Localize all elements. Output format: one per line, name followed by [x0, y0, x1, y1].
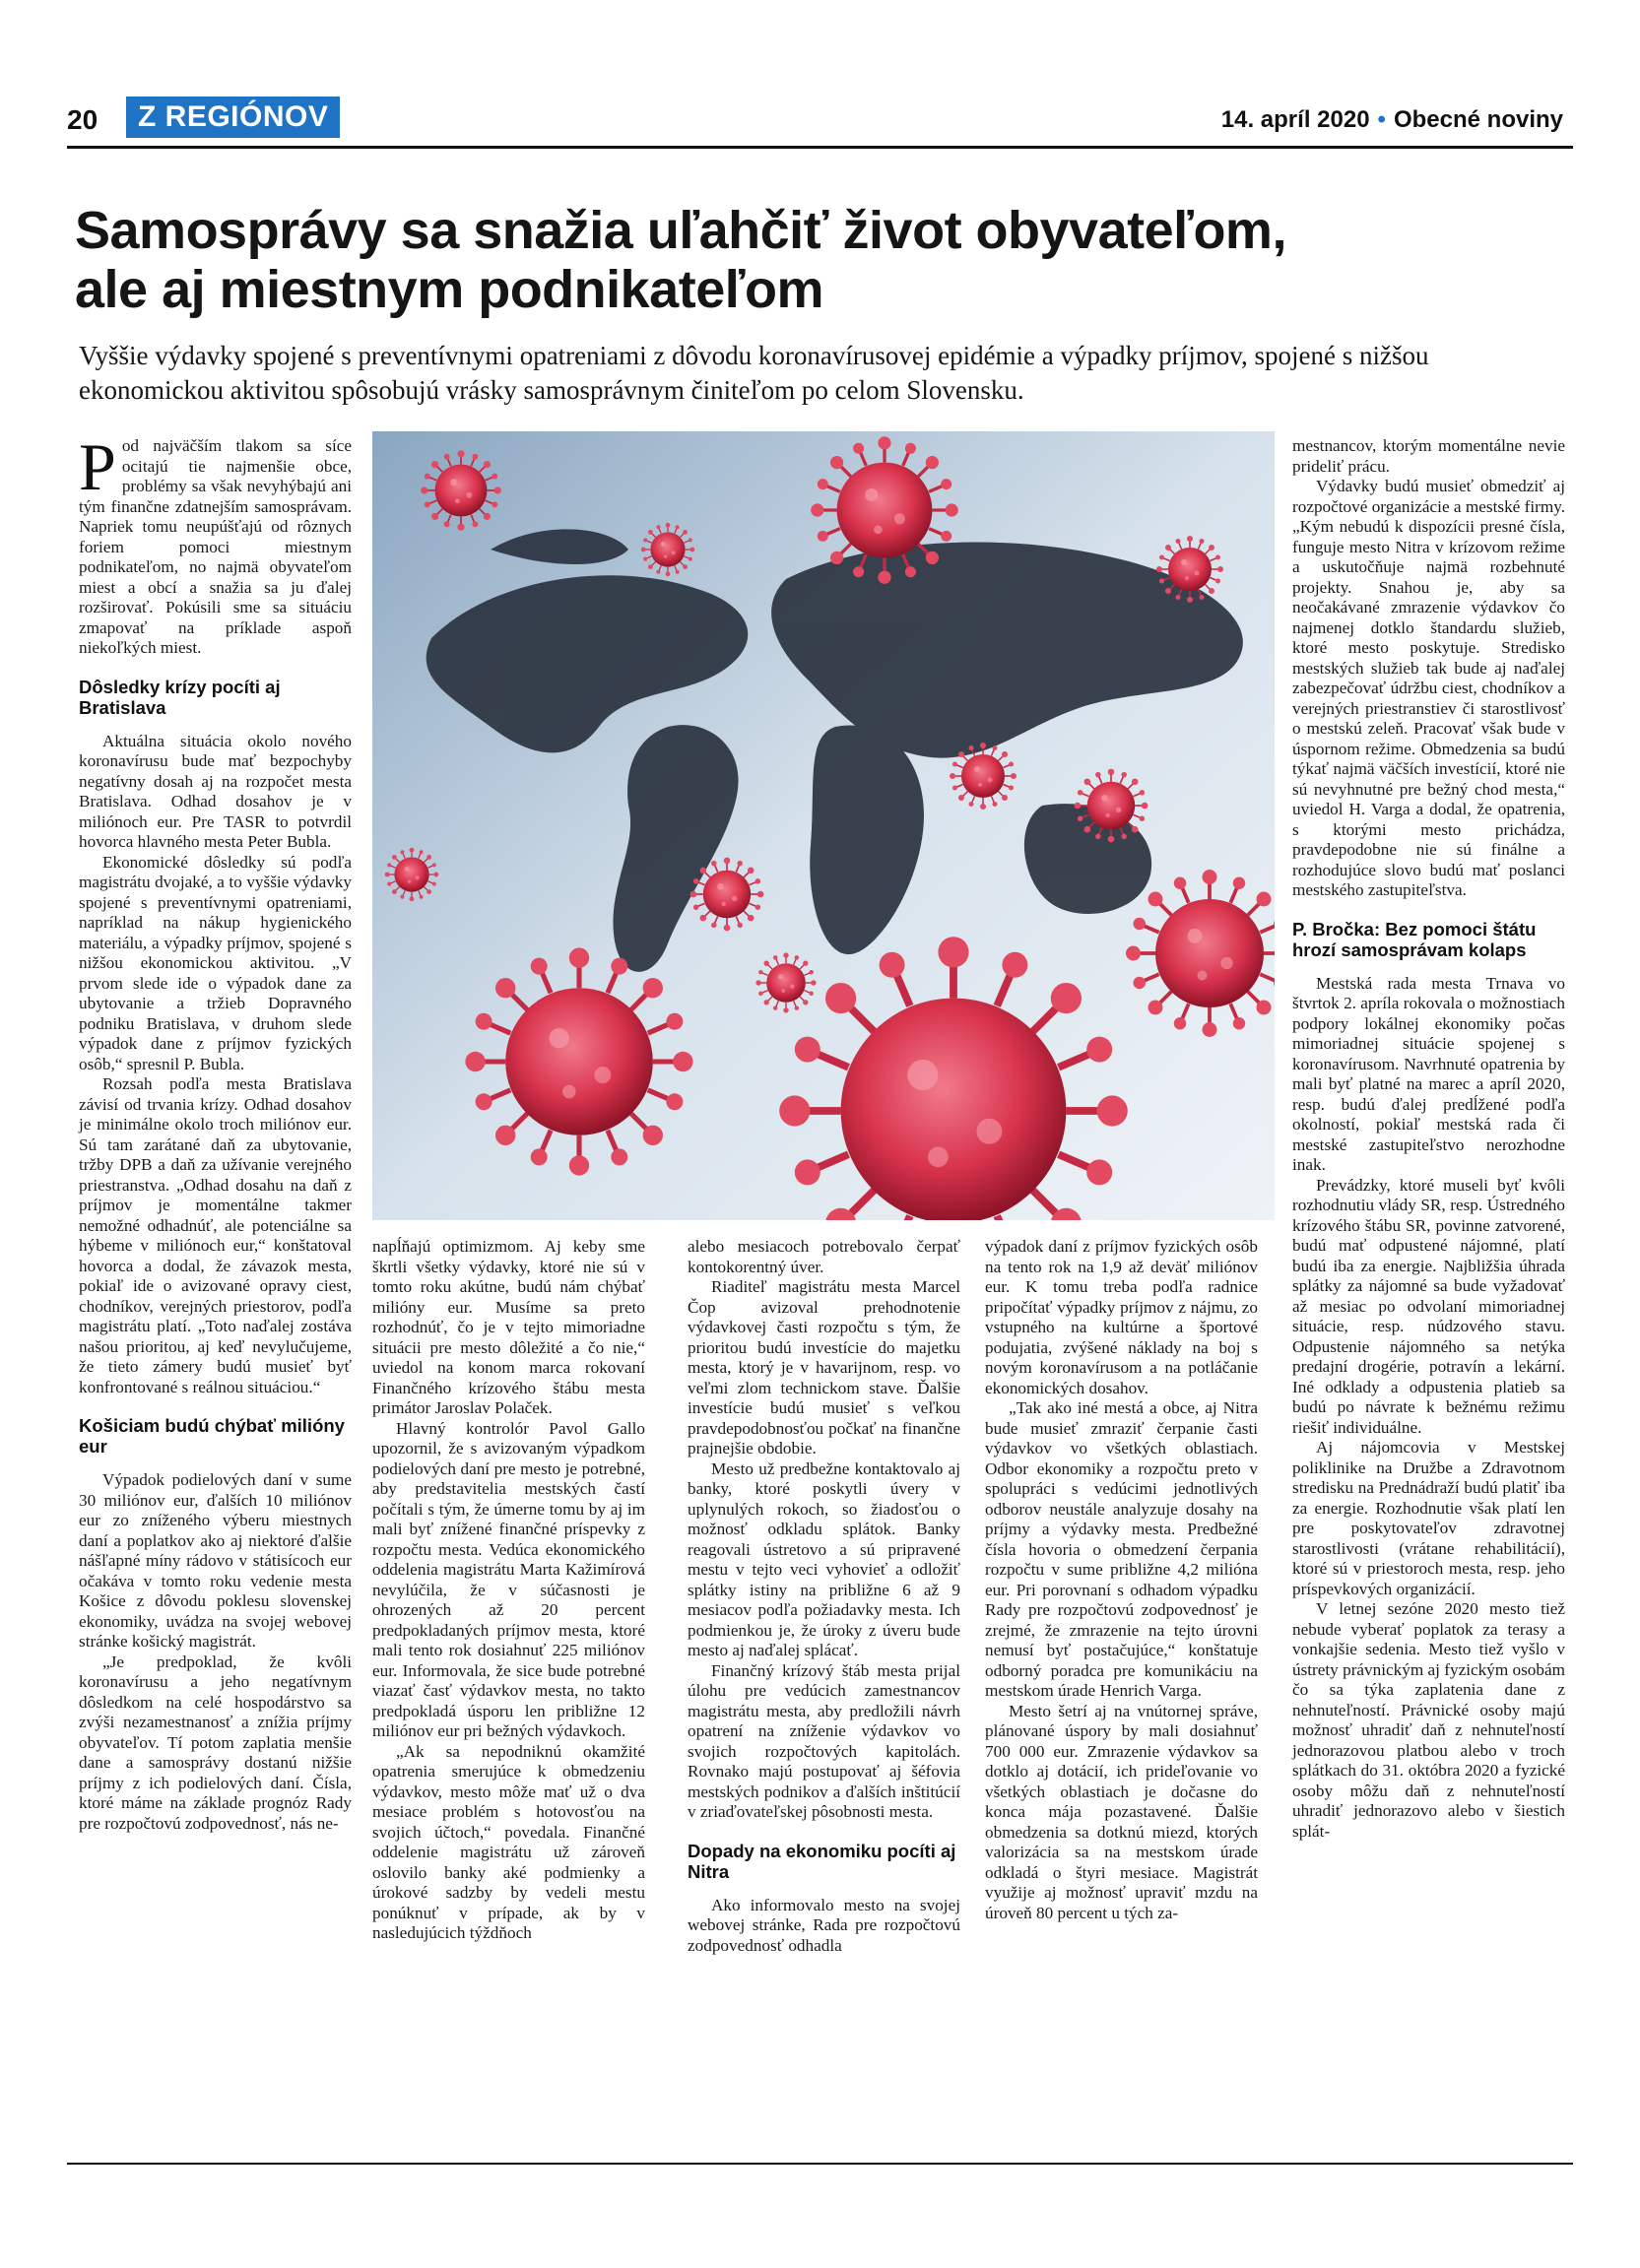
subheading-trnava: P. Bročka: Bez pomoci štátu hrozí samosprávam kolaps: [1292, 918, 1537, 960]
footer-rule: [67, 2163, 1573, 2165]
paragraph: V letnej sezóne 2020 mesto tiež nebude vyberať poplatok za terasy a vonkajšie sedenia. Mesto tiež vyšlo v ústrety právnickým aj fyzickým osobám čo sa týka zaplatenia dane z nehnuteľností. Právnické osoby majú možnosť uhradiť daň z nehnuteľností jednorazovou platbou alebo v troch splátkach do 31. októbra 2020 a fyzické osoby môžu daň z nehnuteľností uhradiť jednorazovo alebo v šiestich splát-: [1292, 1599, 1565, 1841]
separator-dot: •: [1377, 106, 1386, 133]
lead-line-2: ekonomickou aktivitou spôsobujú vrásky samosprávnym činiteľom po celom Slovensku.: [79, 375, 1024, 405]
paragraph: Riaditeľ magistrátu mesta Marcel Čop avizoval prehodnotenie výdavkovej časti rozpočtu s tým, že prioritou budú investície do majetku mesta, ktorý je v havarijnom, resp. vo veľmi zlom technickom stave. Ďalšie investície budú musieť s veľkou pravdepodobnosťou počkať na finančne prajnejšie obdobie.: [688, 1277, 960, 1458]
paragraph: výpadok daní z príjmov fyzických osôb na tento rok na 1,9 až deväť miliónov eur. K tomu treba podľa radnice pripočítať výpadky príjmov z nájmu, zo vstupného na kultúrne a športové podujatia, zvýšené náklady na boj s novým koronavírusom a na potláčanie ekonomických dosahov.: [985, 1237, 1258, 1397]
column-4: [985, 1237, 1258, 1923]
column-5: [1292, 436, 1565, 1842]
publication-name: Obecné noviny: [1393, 106, 1563, 133]
paragraph: Finančný krízový štáb mesta prijal úlohu pre vedúcich zamestnancov magistrátu mesta, aby predložili návrh opatrení na zníženie výdavkov vo svojich rozpočtových kapitolách. Rovnako majú postupovať aj šéfovia mestských podnikov a ďalších inštitúcií v zriaďovateľskej pôsobnosti mesta.: [688, 1660, 960, 1821]
paragraph: Výdavky budú musieť obmedziť aj rozpočtové organizácie a mestské firmy. „Kým nebudú k dispozícii presné čísla, funguje mesto Nitra v krízovom režime a uskutočňuje najmä rozbehnuté projekty. Snahou je, aby sa neočakávané zmrazenie výdavkov čo najmenej dotklo štandardu služieb, ktoré mesto poskytuje. Stredisko mestských služieb tak bude aj naďalej zabezpečovať údržbu ciest, chodníkov a verejných priestranstiev či starostlivosť o mestskú zeleň. Pracovať však bude v úspornom režime. Obmedzenia sa budú týkať najmä väčších investícií, ktoré nie sú nevyhnutné pre bežný chod mesta,“ uviedol H. Varga a dodal, že opatrenia, s ktorými mesto prichádza, pravdepodobne nie sú finálne a rozhodujúce slovo budú mať poslanci mestského zastupiteľstva.: [1292, 477, 1565, 899]
headline-line-1: Samosprávy sa snažia uľahčiť život obyvateľom,: [75, 201, 1286, 260]
section-label: Z REGIÓNOV: [126, 97, 340, 138]
paragraph: Mesto už predbežne kontaktovalo aj banky, ktoré poskytli úvery v uplynulých rokoch, so žiadosťou o možnosť odkladu splátok. Banky reagovali ústretovo a sú pripravené mestu v tejto veci vyhovieť a odložiť splátky istiny na približne 6 až 9 mesiacov podľa požiadavky mesta. Ich podmienkou je, že úroky z úveru bude mesto aj naďalej splácať.: [688, 1458, 960, 1659]
paragraph: Mestská rada mesta Trnava vo štvrtok 2. apríla rokovala o možnostiach podpory lokálnej ekonomiky počas mimoriadnej situácie spojenej s koronavírusom. Navrhnuté opatrenia by mali byť platné na marec a apríl 2020, resp. budú ďalej predĺžené podľa okolností, pokiaľ mestská rada či mestské zastupiteľstvo nerozhodne inak.: [1292, 973, 1565, 1174]
paragraph: „Tak ako iné mestá a obce, aj Nitra bude musieť zmraziť čerpanie časti výdavkov vo všetkých oblastiach. Odbor ekonomiky a rozpočtu preto v spolupráci s vedúcimi jednotlivých odborov neustále analyzuje dosahy na príjmy a výdavky mesta. Predbežné čísla hovoria o obmedzení čerpania rozpočtu v sume približne 4,2 milióna eur. Pri porovnaní s odhadom výpadku Rady pre rozpočtovú zodpovednosť je zrejmé, že zmrazenie na tejto úrovni nemusí byť postačujúce,“ konštatuje odborný poradca pre komunikáciu na mestskom úrade Henrich Varga.: [985, 1398, 1258, 1700]
paragraph: Mesto šetrí aj na vnútornej správe, plánované úspory by mali dosiahnuť 700 000 eur. Zmrazenie výdavkov sa dotklo aj dotácií, ich prideľovanie vo všetkých oblastiach je dočasne do konca mája pozastavené. Ďalšie obmedzenia sa dotknú miezd, ktorých valorizácia sa na mestskom úrade odkladá o štyri mesiace. Magistrát využije aj možnosť upraviť mzdu na úroveň 80 percent u tých za-: [985, 1701, 1258, 1922]
article-photo: [372, 431, 1275, 1220]
column-3: [688, 1237, 960, 1956]
paragraph: Hlavný kontrolór Pavol Gallo upozornil, že s avizovaným výpadkom podielových daní pre mesto je potrebné, aby predstavitelia mestských častí počítali s tým, že úmerne tomu by aj im mali byť znížené finančné príspevky z rozpočtu mesta. Vedúca ekonomického oddelenia magistrátu Marta Kažimírová nevylúčila, že v súčasnosti je ohrozených až 20 percent predpokladaných príjmov mesta, ktoré mali tento rok dosiahnuť 225 miliónov eur. Informovala, že sice bude potrebné viazať časť výdavkov mesta, no takto predpokladá úsporu len približne 12 miliónov eur pri bežných výdavkoch.: [372, 1418, 645, 1740]
paragraph: Prevádzky, ktoré museli byť kvôli rozhodnutiu vlády SR, resp. Ústredného krízového štábu SR, povinne zatvorené, budú mať odpustené nájomné, platí budú iba za energie. Najbližšia úhrada splátky za nájomné sa bude vyžadovať až mesiac po odvolaní mimoriadnej situácie, resp. núdzového stavu. Odpustenie nájomného sa netýka predajní drogérie, potravín a lekární. Iné odklady a odpustenia platieb sa budú po návrate k bežnému režimu riešiť individuálne.: [1292, 1175, 1565, 1437]
issue-info: [1221, 106, 1563, 134]
paragraph: Ekonomické dôsledky sú podľa magistrátu dvojaké, a to vyššie výdavky spojené s preventívnymi opatreniami, napríklad na nákup hygienického materiálu, a výpadky príjmov, spojené s nižšou ekonomickou aktivitou. „V prvom slede ide o výpadok dane za ubytovanie a tržieb Dopravného podniku Bratislava, v druhom slede výpadok dane z príjmov fyzických osôb,“ spresnil P. Bubla.: [79, 852, 352, 1073]
article-lead: [79, 339, 1556, 408]
paragraph: „Ak sa nepodniknú okamžité opatrenia smerujúce k obmedzeniu výdavkov, mesto môže mať už o dva mesiace problém s hotovosťou na svojich účtoch,“ povedala. Finančné oddelenie magistrátu už zároveň oslovilo banky aké podmienky a úrokové sadzby by vedeli mestu ponúknuť v prípade, ak by v nasledujúcich týždňoch: [372, 1741, 645, 1942]
paragraph: napĺňajú optimizmom. Aj keby sme škrtli všetky výdavky, ktoré nie sú v tomto roku akútne, budú nám chýbať milióny eur. Musíme sa preto rozhodnúť, čo je v tejto mimoriadne situácii pre mesto dôležité a čo nie,“ uviedol na konom marca rokovaní Finančného krízového štábu mesta primátor Jaroslav Polaček.: [372, 1237, 645, 1417]
header-rule: [67, 146, 1573, 149]
subheading-kosice: Košiciam budú chýbať milióny eur: [79, 1415, 345, 1457]
headline-line-2: ale aj miestnym podnikateľom: [75, 260, 824, 319]
column-1: [79, 429, 352, 1834]
subheading-nitra: Dopady na ekonomiku pocíti aj Nitra: [688, 1840, 956, 1882]
column-2: [372, 1237, 645, 1944]
paragraph: Aj nájomcovia v Mestskej poliklinike na Družbe a Zdravotnom stredisku na Prednádraží budú platiť iba za energie. Rozhodnutie však platí len pre poskytovateľov zdravotnej starostlivosti (vrátane rehabilitácií), ktoré sú v priestoroch mesta, resp. jeho príspevkových organizácií.: [1292, 1438, 1565, 1598]
paragraph: Výpadok podielových daní v sume 30 miliónov eur, ďalších 10 miliónov eur zo zníženého výberu miestnych daní a poplatkov ako aj niektoré ďalšie nášľapné míny rádovo v státisícoch eur očakáva v tomto roku vedenie mesta Košice z dôvodu poklesu slovenskej ekonomiky, uvádza na svojej webovej stránke košický magistrát.: [79, 1470, 352, 1651]
coronavirus-illustration: [372, 431, 1275, 1220]
subheading-bratislava: Dôsledky krízy pocíti aj Bratislava: [79, 676, 281, 718]
paragraph: Ako informovalo mesto na svojej webovej stránke, Rada pre rozpočtovú zodpovednosť odhadla: [688, 1895, 960, 1955]
paragraph: „Je predpoklad, že kvôli koronavírusu a jeho negatívnym dôsledkom na celé hospodárstvo sa zvýši nezamestnanosť a znížia príjmy obyvateľov. Tí potom zaplatia menšie dane a samosprávy dostanú nižšie príjmy z ich podielových daní. Čísla, ktoré máme na základe prognóz Rady pre rozpočtovú zodpovednosť, nás ne-: [79, 1652, 352, 1833]
paragraph: Aktuálna situácia okolo nového koronavírusu bude mať bezpochyby negatívny dosah aj na rozpočet mesta Bratislava. Odhad dosahov je v miliónoch eur. Pre TASR to potvrdil hovorca hlavného mesta Peter Bubla.: [79, 731, 352, 851]
issue-date: 14. apríl 2020: [1220, 106, 1370, 133]
paragraph: mestnancov, ktorým momentálne nevie prideliť prácu.: [1292, 436, 1565, 476]
article-headline: [75, 201, 1572, 319]
intro-paragraph: Pod najväčším tlakom sa síce ocitajú tie najmenšie obce, problémy sa však nevyhýbajú ani tým finančne zdatnejším samosprávam. Napriek tomu neupúšťajú od rôznych foriem pomoci miestnym podnikateľom, no najmä obyvateľom miest a obcí a snažia sa ju ďalej rozširovať. Pokúsili sme sa situáciu zmapovať na príklade aspoň niekoľkých miest.: [79, 429, 352, 657]
lead-line-1: Vyššie výdavky spojené s preventívnymi opatreniami z dôvodu koronavírusovej epidémie a výpadky príjmov, spojené s nižšou: [79, 341, 1429, 370]
drop-cap: P: [79, 429, 116, 504]
page-number: 20: [67, 104, 98, 135]
paragraph: alebo mesiacoch potrebovalo čerpať kontokorentný úver.: [688, 1237, 960, 1276]
paragraph: Rozsah podľa mesta Bratislava závisí od trvania krízy. Odhad dosahov je minimálne okolo troch miliónov eur. Sú tam zarátané daň za ubytovanie, tržby DPB a daň za užívanie verejného priestranstva. „Odhad dosahu na daň z príjmov je momentálne takmer nemožné odhadnúť, ale potenciálne sa hýbeme v miliónoch eur,“ konštatoval hovorca a dodal, že závazok mesta, pokiaľ ide o avizované opravy ciest, chodníkov, verejných priestorov, podľa magistrátu platí. „Toto naďalej zostáva našou prioritou, aj keď nevylučujeme, že tieto zámery budú musieť byť konfrontované s reálnou situáciou.“: [79, 1074, 352, 1396]
